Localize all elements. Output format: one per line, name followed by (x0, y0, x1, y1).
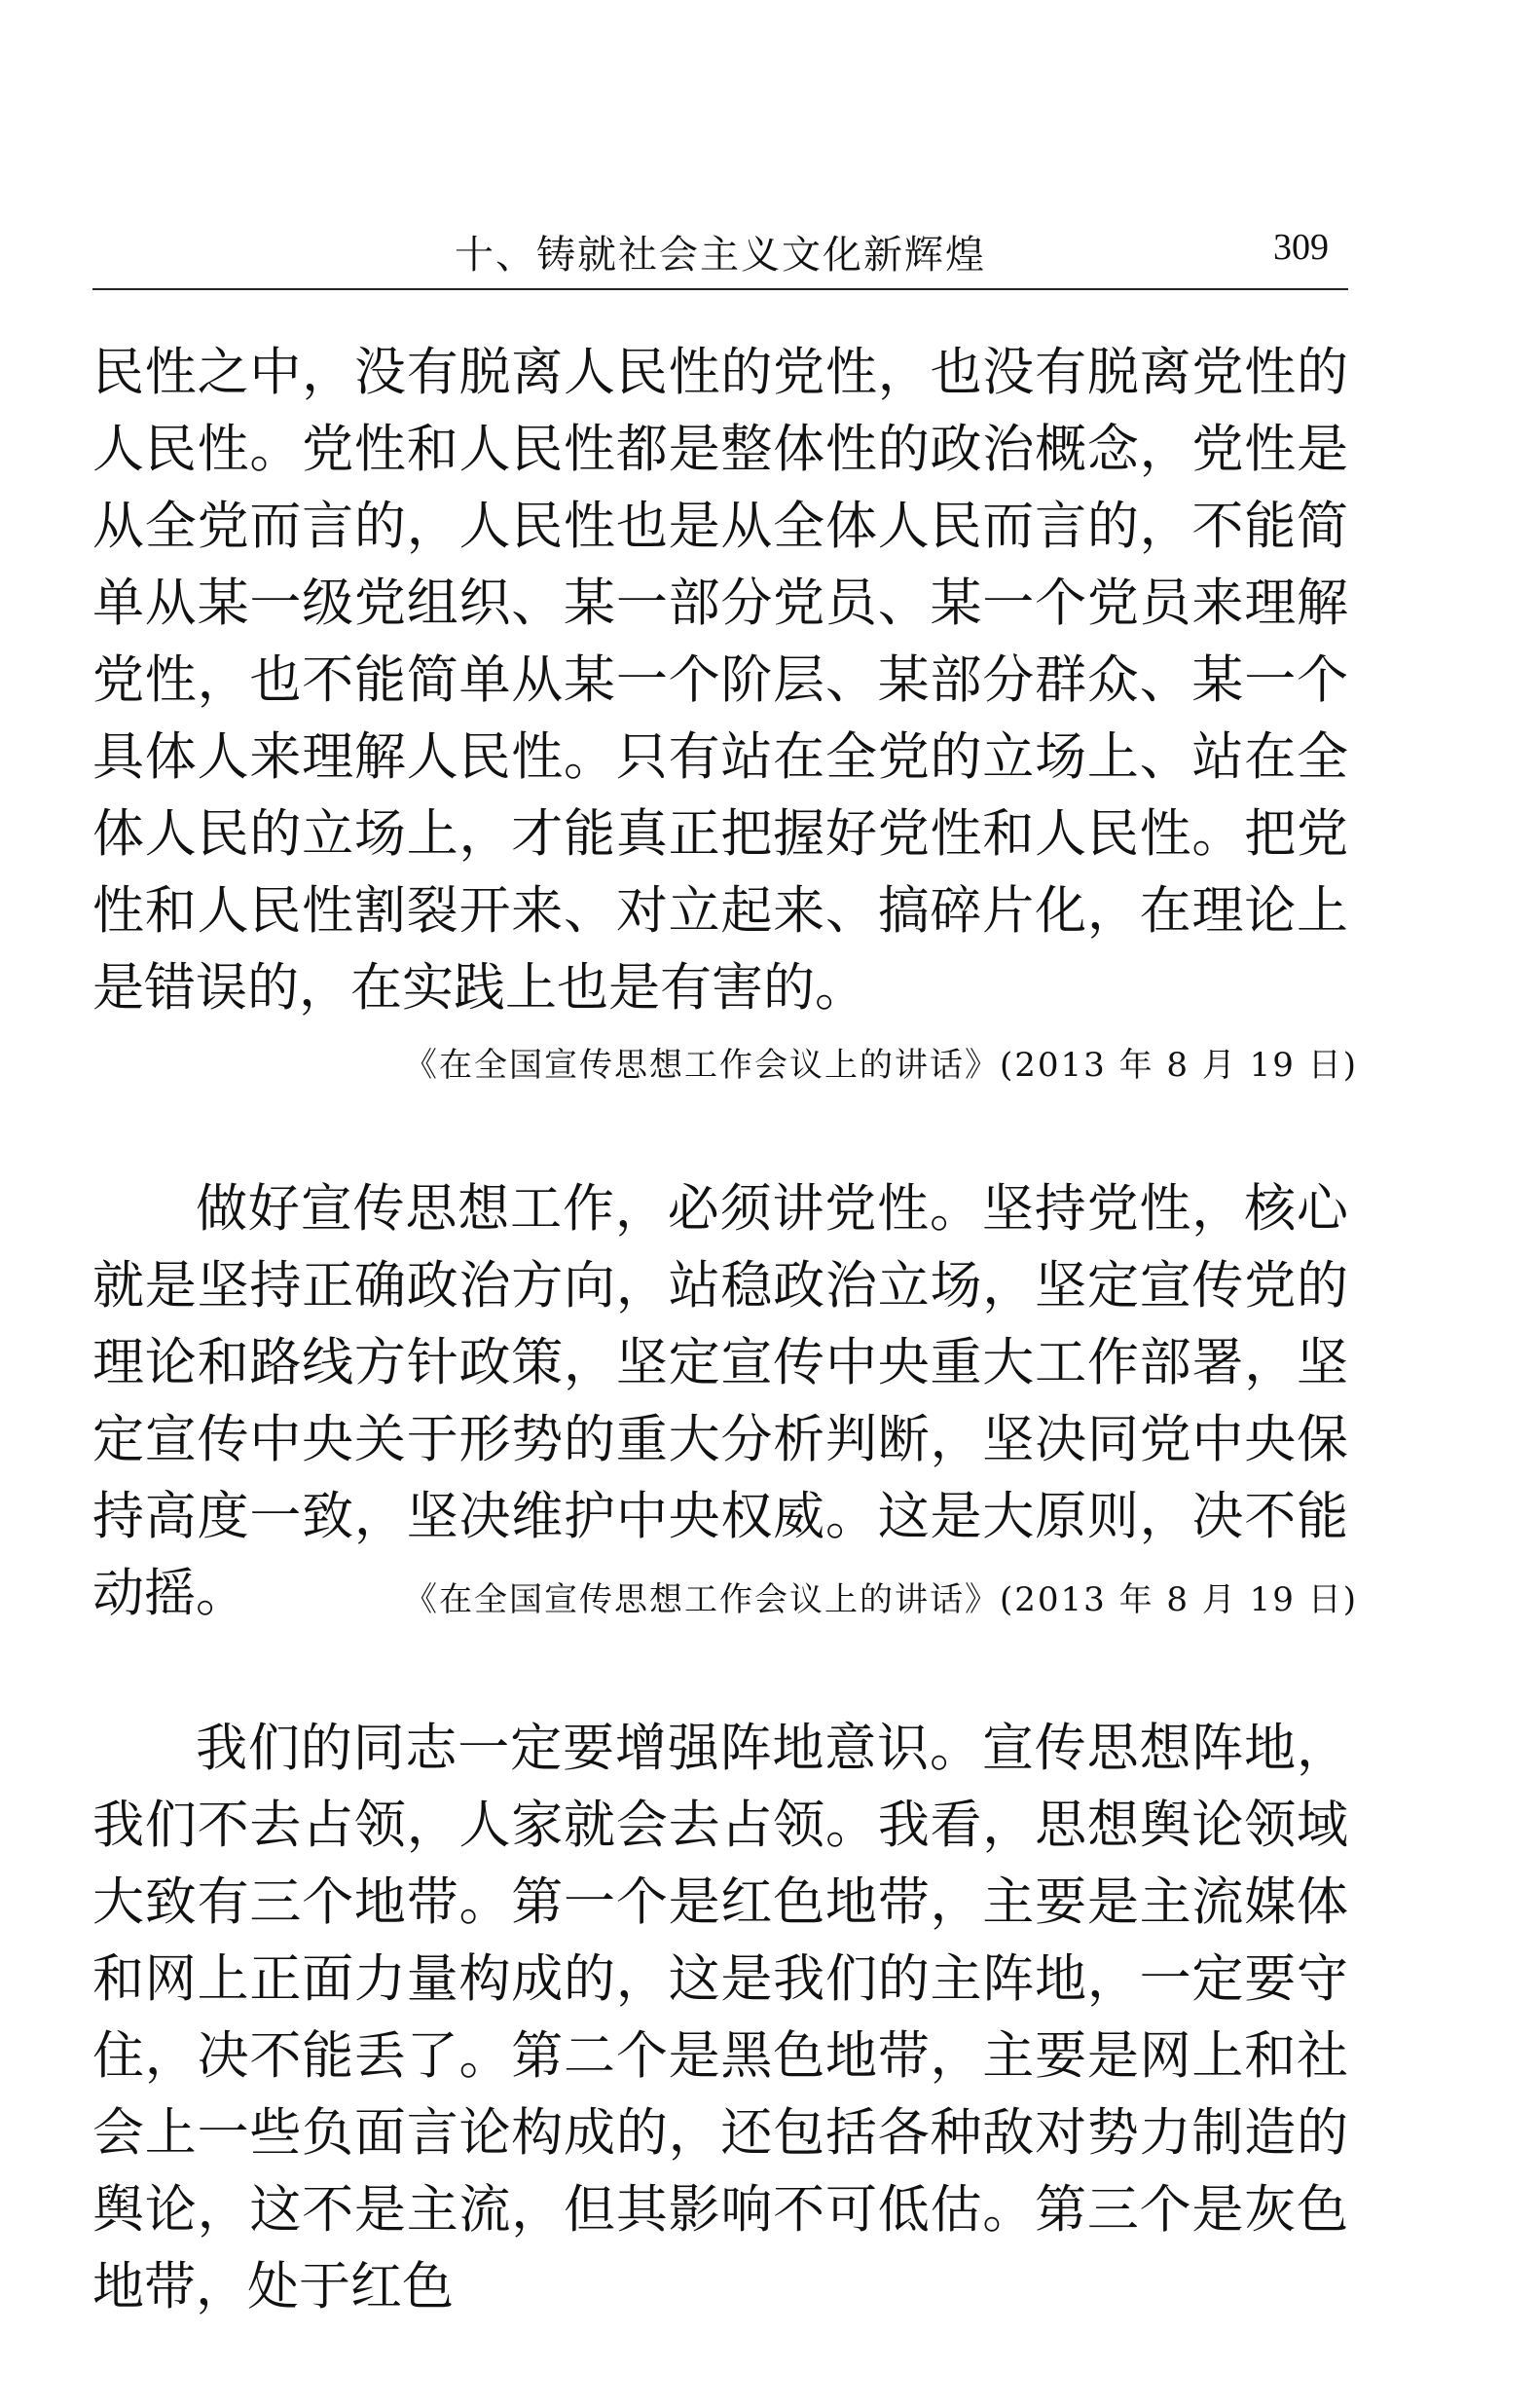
source-citation-1: 《在全国宣传思想工作会议上的讲话》(2013 年 8 月 19 日) (404, 1046, 1358, 1085)
paragraph-2: 做好宣传思想工作，必须讲党性。坚持党性，核心就是坚持正确政治方向，站稳政治立场，坚定宣传党的理论和路线方针政策，坚定宣传中央重大工作部署，坚定宣传中央关于形势的重大分析判断，坚决同党中央保持高度一致，坚决维护中央权威。这是大原则，决不能动摇。 (92, 1179, 1348, 1623)
paragraph-1: 民性之中，没有脱离人民性的党性，也没有脱离党性的人民性。党性和人民性都是整体性的政治概念，党性是从全党而言的，人民性也是从全体人民而言的，不能简单从某一级党组织、某一部分党员、某一个党员来理解党性，也不能简单从某一个阶层、某部分群众、某一个具体人来理解人民性。只有站在全党的立场上、站在全体人民的立场上，才能真正把握好党性和人民性。把党性和人民性割裂开来、对立起来、搞碎片化，在理论上是错误的，在实践上也是有害的。 (92, 343, 1348, 1018)
chapter-title: 十、铸就社会主义文化新辉煌 (455, 233, 986, 278)
header-rule (92, 288, 1348, 290)
paragraph-3: 我们的同志一定要增强阵地意识。宣传思想阵地，我们不去占领，人家就会去占领。我看，思想舆论领域大致有三个地带。第一个是红色地带，主要是主流媒体和网上正面力量构成的，这是我们的主阵地，一定要守住，决不能丢了。第二个是黑色地带，主要是网上和社会上一些负面言论构成的，还包括各种敌对势力制造的舆论，这不是主流，但其影响不可低估。第三个是灰色地带，处于红色 (92, 1719, 1348, 2316)
source-citation-2: 《在全国宣传思想工作会议上的讲话》(2013 年 8 月 19 日) (404, 1580, 1358, 1619)
running-header (92, 216, 1348, 294)
page-number: 309 (1273, 227, 1329, 268)
